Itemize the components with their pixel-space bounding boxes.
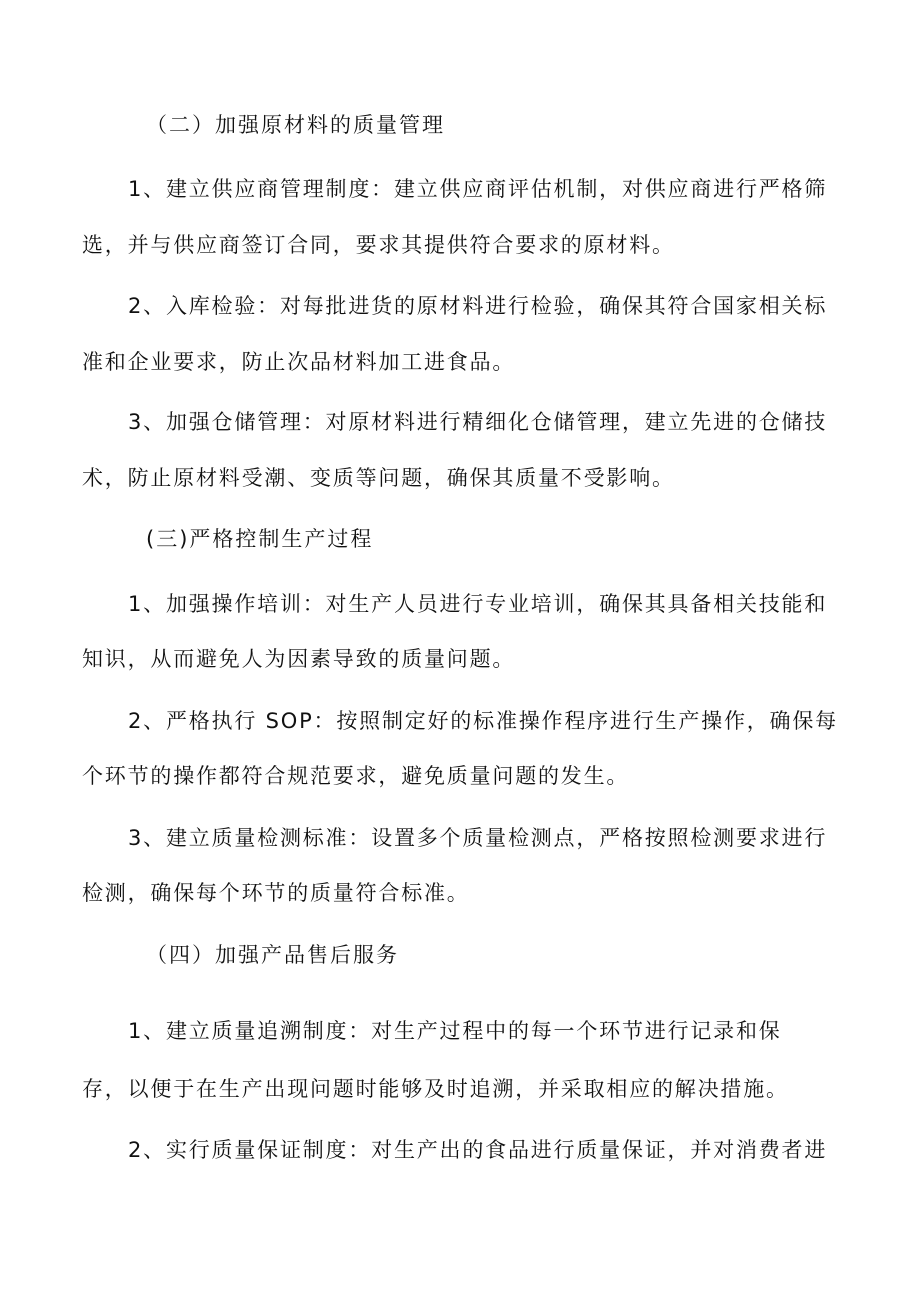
paragraph-line: 选，并与供应商签订合同，要求其提供符合要求的原材料。 (82, 233, 675, 257)
paragraph-line: 2、严格执行 SOP：按照制定好的标准操作程序进行生产操作，确保每 (128, 709, 838, 733)
paragraph-line: 1、建立质量追溯制度：对生产过程中的每一个环节进行记录和保 (128, 1019, 782, 1043)
section-heading-2: （二）加强原材料的质量管理 (146, 113, 445, 137)
paragraph-line: 存，以便于在生产出现问题时能够及时追溯，并采取相应的解决措施。 (82, 1077, 789, 1101)
paragraph-line: 个环节的操作都符合规范要求，避免质量问题的发生。 (82, 764, 630, 788)
paragraph-line: 1、建立供应商管理制度：建立供应商评估机制，对供应商进行严格筛 (128, 177, 828, 201)
paragraph-line: 2、入库检验：对每批进货的原材料进行检验，确保其符合国家相关标 (128, 294, 828, 318)
paragraph-line: 知识，从而避免人为因素导致的质量问题。 (82, 647, 516, 671)
section-heading-3: (三)严格控制生产过程 (146, 527, 374, 551)
paragraph-line: 术，防止原材料受潮、变质等问题，确保其质量不受影响。 (82, 466, 675, 490)
paragraph-line: 1、加强操作培训：对生产人员进行专业培训，确保其具备相关技能和 (128, 592, 828, 616)
paragraph-line: 2、实行质量保证制度：对生产出的食品进行质量保证，并对消费者进 (128, 1138, 828, 1162)
paragraph-line: 3、建立质量检测标准：设置多个质量检测点，严格按照检测要求进行 (128, 826, 828, 850)
paragraph-line: 检测，确保每个环节的质量符合标准。 (82, 881, 470, 905)
paragraph-line: 准和企业要求，防止次品材料加工进食品。 (82, 350, 516, 374)
section-heading-4: （四）加强产品售后服务 (146, 943, 399, 967)
paragraph-line: 3、加强仓储管理：对原材料进行精细化仓储管理，建立先进的仓储技 (128, 410, 828, 434)
